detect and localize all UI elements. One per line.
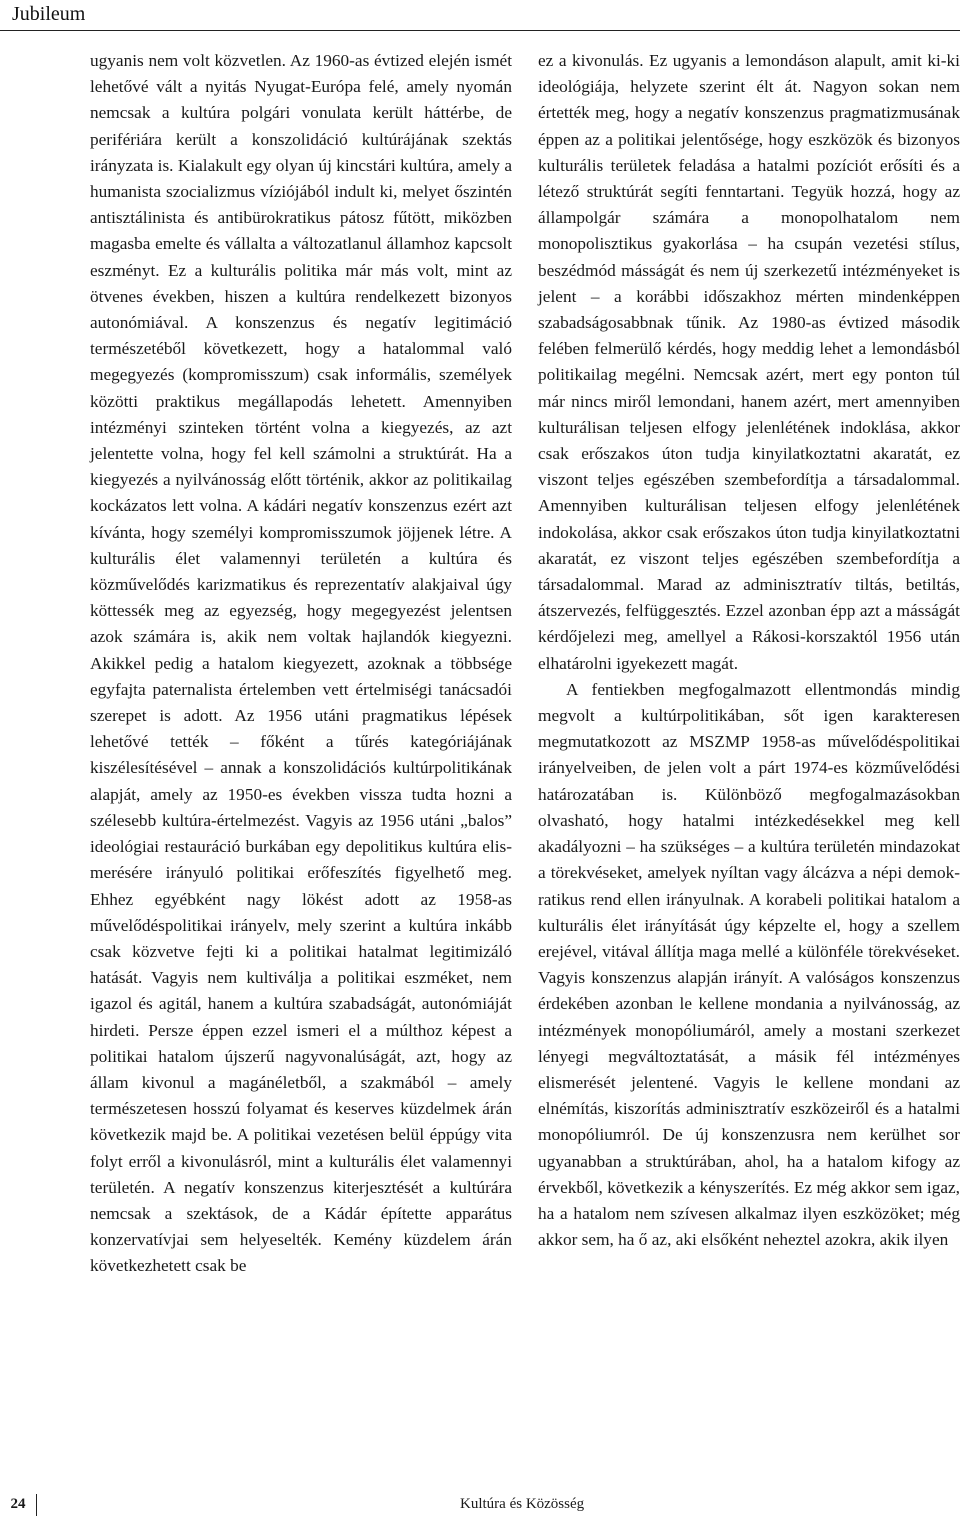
header-rule <box>0 30 960 31</box>
page-number-rule <box>36 1494 37 1516</box>
right-paragraph-2: A fentiekben megfogalmazott ellentmondás mindig megvolt a kultúrpolitikában, sőt igen karakteresen megmutatkozott az MSZMP 1958-as művelődéspolitikai irányelveiben, de jelen volt a párt 1974-es közművelődési határozatában is. Különböző megfogalmazásokban olvasható, hogy hatalmi intézkedésekkel meg kell akadályozni – ha szükséges – a kultúra területén mindazokat a törekvéseket, amelyek nyíltan vagy álcázva a népi demokratikus rend ellen irányulnak. A korabeli politikai hatalom a kulturális élet irányítását úgy képzelte el, hogy a szellem erejével, vitával állítja maga mellé a különféle törekvéseket. Vagyis konszenzus alapján irányít. A valóságos konszenzus érdekében azonban le kellene mondania a nyilvánosság, az intézmények monopóliumáról, amely a mostani szerkezet lényegi megváltoztatását, a másik fél intézményes elismerését jelentené. Vagyis le kellene mondani az elnémítás, kiszorítás adminisztratív eszközeiről és a hatalmi monopóliumról. De új konszenzusra nem kerülhet sor ugyanabban a struktúrában, ahol, ha a hatalom kifogy az érvekből, következik a kényszerítés. Ez még akkor sem igaz, ha a hatalom nem szívesen alkalmaz ilyen eszközöket; még akkor sem, ha ő az, aki elsőként neheztel azokra, akik ilyen <box>538 679 960 1250</box>
right-column <box>538 48 960 1253</box>
running-header <box>0 0 960 34</box>
journal-title: Kultúra és Közösség <box>460 1496 585 1512</box>
left-column <box>90 48 512 1280</box>
section-label: Jubileum <box>12 3 86 25</box>
page-number: 24 <box>10 1496 26 1512</box>
page-footer <box>0 1488 960 1523</box>
right-paragraph-1: ez a kivonulás. Ez ugyanis a lemondáson alapult, amit ki-ki ideológiája, helyzete szerint élt át. Nagyon sokan nem értették meg, hogy a negatív konszenzus pragmatizmusának éppen az a politikai jelentősége, hogy eszközök és bizonyos kulturális területek feladása a hatalmi pozíciót erősíti és a létező struktúrát segíti fenntartani. Tegyük hozzá, hogy az állampolgár számára a monopolhatalom nem monopolisztikus gyakorlása – ha csupán vezetési stílus, beszédmód másságát és nem új szerkezetű intézményeket is jelent – a korábbi időszakhoz mérten mindenképpen szabadságosabbnak tűnik. Az 1980-as évtized második felében felmerülő kérdés, hogy meddig lehet a lemondásból politikailag megélni. Nemcsak azért, mert egy ponton túl már nincs miről lemondani, hanem azért, mert amennyiben kulturálisan teljesen elfogy jelenlétének indoklása, akkor csak erőszakos úton tudja kinyilatkoztatni akaratát, ez viszont teljes egészében szembefordítja a társadalommal. Amennyiben kulturálisan teljesen elfogy jelenlétének indokolása, akkor csak erőszakos úton tudja kinyilatkoztatni akaratát, ez viszont teljes egészében szembefordítja a társadalommal. Marad az adminisztratív tiltás, betiltás, átszervezés, felfüggesztés. Ezzel azonban épp azt a másságát kérdőjelezi meg, amellyel a Rákosi-korszaktól 1956 után elhatárolni igyekezett magát. <box>538 51 960 673</box>
left-paragraph: ugyanis nem volt közvetlen. Az 1960-as évtized elején ismét lehetővé vált a nyitás Nyugat-Európa felé, amely nyomán nemcsak a kultúra polgári vonulata került háttérbe, de perifériára került a konszolidáció kultúrájának szektás irányzata is. Kialakult egy olyan új kincstári kultúra, amely a humanista szocializmus víziójából indult ki, melyet őszintén antisztálinista és antibürokratikus pátosz fűtött, miközben magasba emelte és vállalta a változatlanul államhoz kapcsolt eszményt. Ez a kulturális politika már más volt, mint az ötvenes években, hiszen a kultúra rendelkezett bizonyos autonómiával. A konszenzus és negatív legitimáció természetéből következett, hogy a hatalommal való megegyezés (kompromisszum) csak informális, személyek közötti praktikus megállapodás lehetett. Amennyiben intézményi szinteken történt volna a kiegyezés, az azt jelentette volna, hogy fel kell számolni a struktúrát. Ha a kiegyezés a nyilvánosság előtt történik, akkor az politikailag kockázatos lett volna. A kádári negatív konszenzus ezért azt kívánta, hogy személyi kompromisszumok jöjjenek létre. A kulturális élet valamennyi területén a kultúra és közművelődés karizmatikus és reprezentatív alakjaival úgy köttessék meg az egyezség, hogy megegyezést jelentsen azok számára is, akik nem voltak hajlandók kiegyezni. Akikkel pedig a hatalom kiegyezett, azoknak a többsége egyfajta paternalista értelemben vett értelmiségi tanácsadói szerepet is adott. Az 1956 utáni pragmatikus lépések lehetővé tették – főként a tűrés kategóriájának kiszélesítésével – annak a konszolidációs kultúrpolitikának alapját, amely az 1950-es években vissza tudta hozni a szélesebb kultúra-értelmezést. Vagyis az 1956 utáni „balos” ideológiai restauráció burkában egy depolitikus kultúra elismerésére irányuló politikai erőfeszítés figyelhető meg. Ehhez egyébként nagy lökést adott az 1958-as művelődéspolitikai irányelv, mely szerint a kultúra inkább csak közvetve fejti ki a politikai hatalmat legitimizáló hatását. Vagyis nem kultiválja a politikai eszméket, nem igazol és agitál, hanem a kultúra szabadságát, autonómiáját hirdeti. Persze éppen ezzel ismeri el a múlthoz képest a politikai hatalom újszerű nagyvonalúságát, azt, hogy az állam kivonul a magánéletből, a szakmából – amely természetesen hosszú folyamat és keserves küzdelmek árán következik majd be. A politikai vezetésen belül éppúgy vita folyt erről a kivonulásról, mint a kulturális élet valamennyi területén. A negatív konszenzus kiterjesztését a kultúrára nemcsak a szektások, de a Kádár építette apparátus konzervatívjai sem helyeselték. Kemény küzdelem árán következhetett csak be <box>90 51 512 1276</box>
